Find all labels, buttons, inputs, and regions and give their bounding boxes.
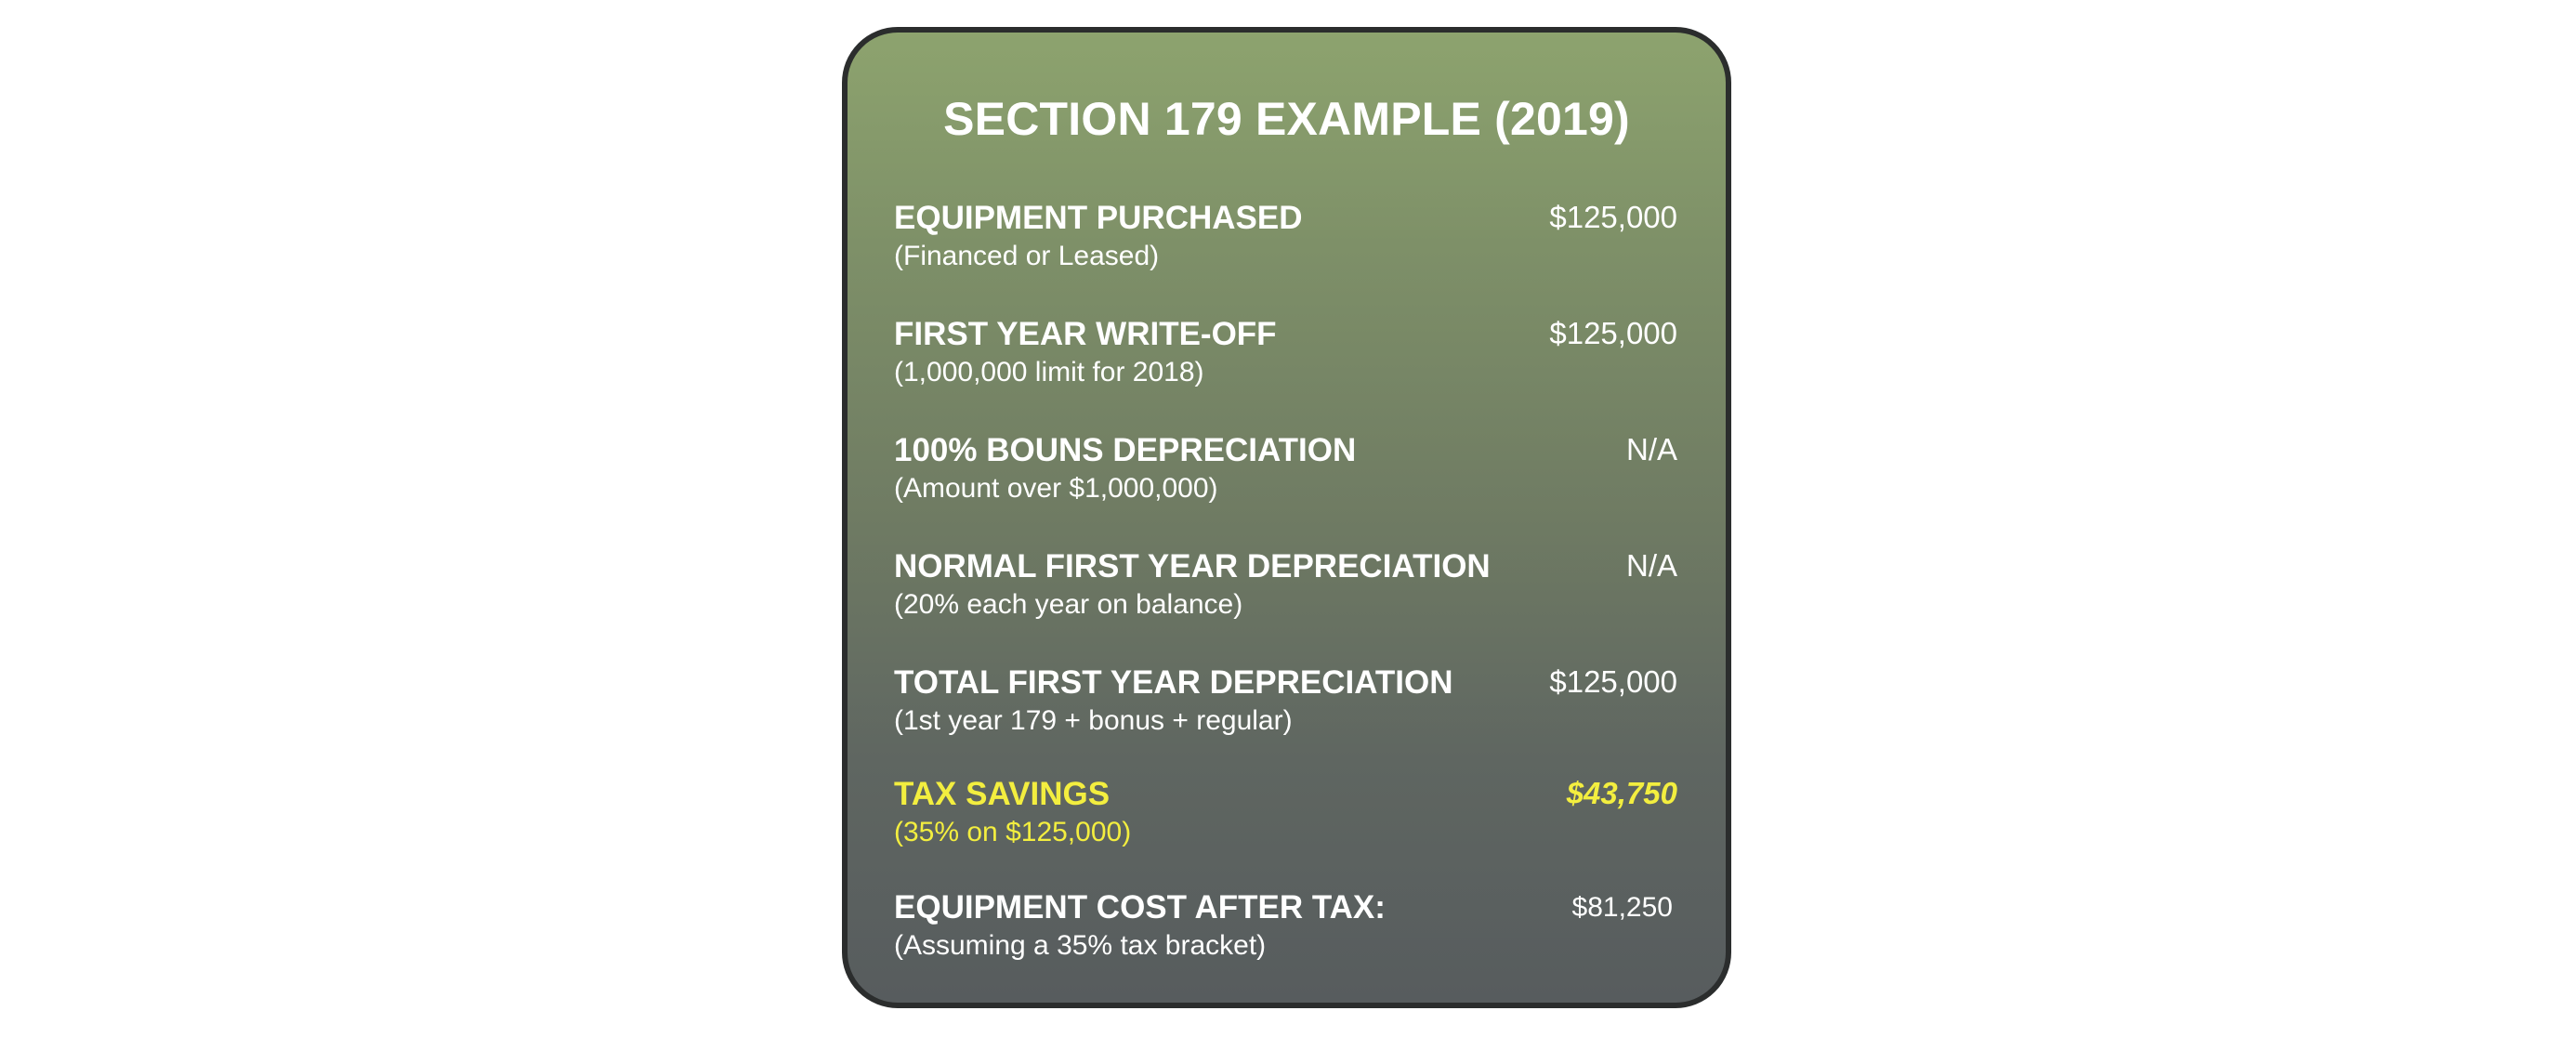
row-value: $43,750 — [1566, 776, 1677, 810]
row-value: $125,000 — [1549, 316, 1677, 350]
row-value: N/A — [1625, 548, 1677, 583]
row-sublabel: (1,000,000 limit for 2018) — [894, 357, 1204, 387]
row-normal-first-year-depreciation — [894, 548, 1677, 641]
row-sublabel: (Financed or Leased) — [894, 241, 1160, 271]
row-sublabel: (1st year 179 + bonus + regular) — [894, 705, 1293, 736]
row-sublabel: (Amount over $1,000,000) — [894, 473, 1218, 504]
row-equipment-cost-after-tax — [894, 889, 1677, 982]
row-label: TAX SAVINGS — [894, 776, 1111, 812]
row-value: $125,000 — [1549, 664, 1677, 699]
row-tax-savings — [894, 776, 1677, 869]
row-sublabel: (Assuming a 35% tax bracket) — [894, 930, 1267, 961]
row-value: $125,000 — [1549, 200, 1677, 234]
row-total-first-year-depreciation — [894, 664, 1677, 757]
row-label: TOTAL FIRST YEAR DEPRECIATION — [894, 664, 1453, 701]
row-value: $81,250 — [1571, 892, 1673, 923]
row-equipment-purchased — [894, 200, 1677, 293]
row-label: EQUIPMENT COST AFTER TAX: — [894, 889, 1386, 925]
row-label: 100% BOUNS DEPRECIATION — [894, 432, 1357, 468]
row-sublabel: (35% on $125,000) — [894, 817, 1132, 847]
row-label: NORMAL FIRST YEAR DEPRECIATION — [894, 548, 1491, 584]
row-label: EQUIPMENT PURCHASED — [894, 200, 1303, 236]
row-first-year-write-off — [894, 316, 1677, 409]
row-sublabel: (20% each year on balance) — [894, 589, 1243, 620]
row-label: FIRST YEAR WRITE-OFF — [894, 316, 1277, 352]
card-title: SECTION 179 EXAMPLE (2019) — [943, 93, 1630, 145]
section-179-card — [842, 27, 1731, 1008]
row-value: N/A — [1625, 432, 1677, 466]
row-bonus-depreciation — [894, 432, 1677, 525]
